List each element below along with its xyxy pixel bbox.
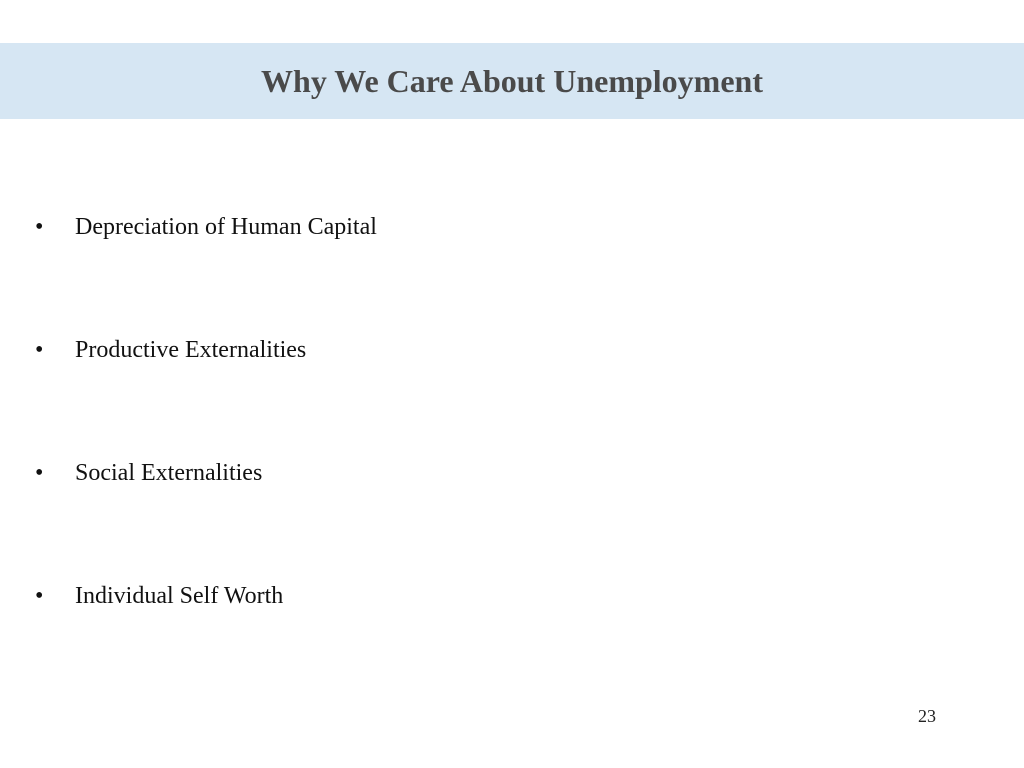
slide-title: Why We Care About Unemployment xyxy=(261,63,763,99)
bullet-text: Social Externalities xyxy=(75,459,263,486)
bullet-item xyxy=(35,334,306,366)
bullet-text: Productive Externalities xyxy=(75,336,307,363)
bullet-text: Individual Self Worth xyxy=(75,582,284,609)
bullet-item xyxy=(35,580,283,612)
bullet-icon: • xyxy=(35,582,44,609)
bullet-icon: • xyxy=(35,213,44,240)
bullet-icon: • xyxy=(35,336,44,363)
bullet-text: Depreciation of Human Capital xyxy=(75,213,377,240)
page-number: 23 xyxy=(918,706,936,726)
bullet-icon: • xyxy=(35,459,44,486)
bullet-item xyxy=(35,457,262,489)
bullet-item xyxy=(35,211,377,243)
